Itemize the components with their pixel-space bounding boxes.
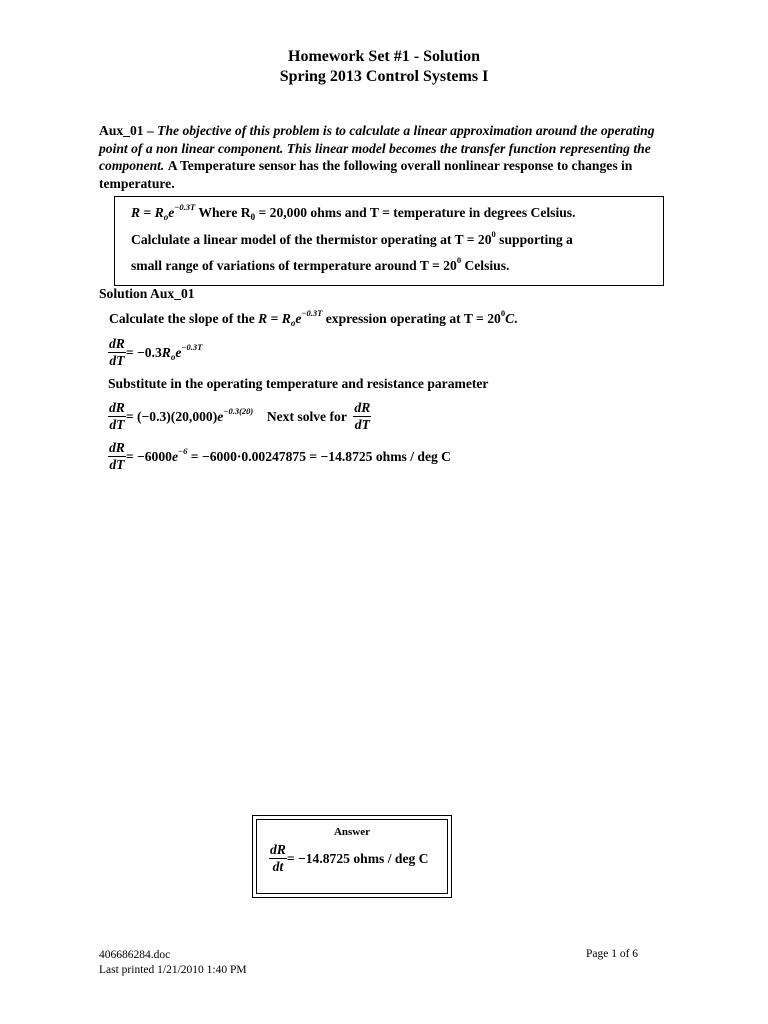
problem-line-2: Calclulate a linear model of the thermistor operating at $T = 20^0$ supporting a — [131, 229, 573, 247]
derivative-equation-1: $\frac{dR}{dT}$ = $-0.3R_oe^{-0.3T}$ — [109, 336, 203, 368]
derivative-fraction: $\frac{dR}{dT}$ — [354, 400, 371, 432]
answer-value: = −14.8725 ohms / deg C — [286, 850, 429, 866]
problem-statement: A Temperature sensor has the following overall nonlinear response to changes in temperature. — [99, 158, 633, 191]
problem-label: Aux_01 – — [99, 123, 154, 138]
derivative-equation-3: $\frac{dR}{dT}$ = $-6000e^{-6} = -6000\cdot 0.00247875 = -14.8725$ ohms / deg C — [109, 440, 452, 472]
substitute-instruction: Substitute in the operating temperature and resistance parameter — [108, 376, 489, 391]
document-title: Homework Set #1 - Solution — [288, 48, 480, 65]
answer-fraction: $\frac{dR}{dt}$ — [270, 842, 286, 874]
answer-equation — [269, 842, 429, 875]
footer-filename: 406686284.doc — [99, 949, 171, 961]
derivative-fraction: $\frac{dR}{dT}$ — [109, 336, 125, 368]
problem-formula-line: $R = R_oe^{-0.3T}$ Where $R_0 = 20,000$ ohms and T = temperature in degrees Celsius. — [131, 202, 576, 222]
problem-objective: The objective of this problem is to calculate a linear approximation around the operating point of a non linear component. This linear model becomes the transfer function representing the component. — [99, 123, 655, 173]
answer-inner-border — [256, 819, 448, 894]
problem-box — [114, 196, 664, 286]
footer-left — [99, 948, 247, 978]
slope-instruction: Calculate the slope of the $R = R_oe^{-0.3T}$ expression operating at $T = 20^0C$. — [109, 308, 518, 328]
problem-intro — [99, 122, 679, 192]
document-subtitle: Spring 2013 Control Systems I — [279, 68, 489, 85]
footer-page-number: Page 1 of 6 — [586, 948, 639, 960]
derivative-fraction: $\frac{dR}{dT}$ — [109, 400, 125, 432]
document-header — [0, 47, 768, 87]
answer-box — [252, 815, 452, 898]
derivative-fraction: $\frac{dR}{dT}$ — [109, 440, 125, 472]
solution-heading: Solution Aux_01 — [99, 286, 195, 301]
footer-printed: Last printed 1/21/2010 1:40 PM — [99, 964, 247, 976]
answer-title: Answer — [333, 826, 371, 838]
problem-line-3: small range of variations of termperature around $T = 20^0$ Celsius. — [131, 255, 510, 273]
derivative-equation-2: $\frac{dR}{dT}$ = $(-0.3)(20,000)e^{-0.3(20)}$ Next solve for $\frac{dR}{dT}$ — [109, 400, 371, 432]
